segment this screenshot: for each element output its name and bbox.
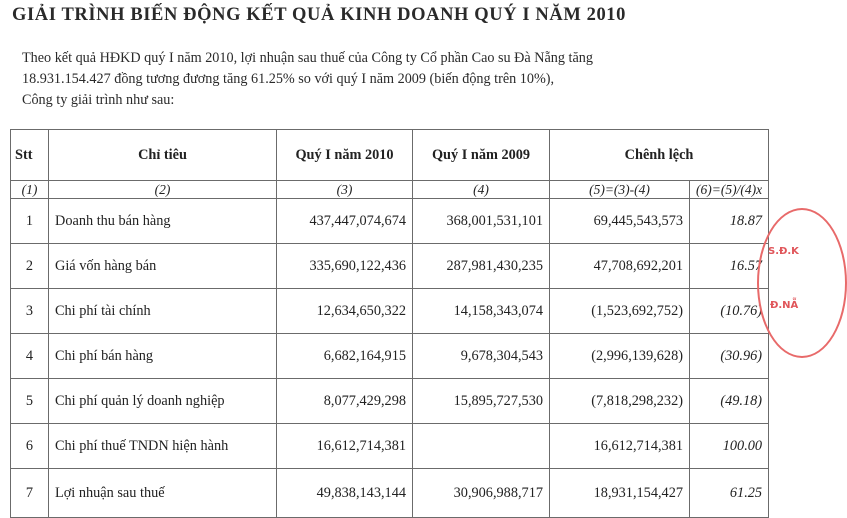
header-q1-2010: Quý I năm 2010 [277,130,413,181]
row-q1-2010: 8,077,429,298 [277,379,413,424]
intro-line: 18.931.154.427 đồng tương đương tăng 61.25% so với quý I năm 2009 (biến động trên 10%), [22,71,555,87]
row-stt: 4 [11,334,49,379]
row-q1-2010: 335,690,122,436 [277,244,413,289]
row-stt: 3 [11,289,49,334]
row-percent: 61.25 [690,469,769,518]
intro-line: Công ty giải trình như sau: [22,92,175,108]
row-q1-2010: 6,682,164,915 [277,334,413,379]
header-stt: Stt [11,130,49,181]
row-stt: 2 [11,244,49,289]
row-percent: 18.87 [690,199,769,244]
row-stt: 7 [11,469,49,518]
row-stt: 1 [11,199,49,244]
header-q1-2009: Quý I năm 2009 [413,130,550,181]
table-row [11,334,769,379]
row-q1-2009: 30,906,988,717 [413,469,550,518]
row-q1-2009 [413,424,550,469]
row-item: Chi phí tài chính [49,289,277,334]
row-item: Doanh thu bán hàng [49,199,277,244]
column-code: (4) [413,181,550,199]
row-difference: 18,931,154,427 [550,469,690,518]
row-item: Lợi nhuận sau thuế [49,469,277,518]
column-code: (5)=(3)-(4) [550,181,690,199]
row-stt: 5 [11,379,49,424]
row-q1-2010: 49,838,143,144 [277,469,413,518]
row-percent: 16.57 [690,244,769,289]
row-difference: 69,445,543,573 [550,199,690,244]
intro-line: Theo kết quả HĐKD quý I năm 2010, lợi nhuận sau thuế của Công ty Cổ phần Cao su Đà Nẵng tăng [22,50,593,66]
intro-paragraph [22,48,722,111]
row-q1-2009: 14,158,343,074 [413,289,550,334]
row-difference: (7,818,298,232) [550,379,690,424]
row-q1-2009: 287,981,430,235 [413,244,550,289]
column-code-row [11,181,769,199]
header-difference: Chênh lệch [550,130,769,181]
table-row [11,469,769,518]
row-q1-2010: 16,612,714,381 [277,424,413,469]
table-row [11,289,769,334]
table-row [11,379,769,424]
row-q1-2010: 12,634,650,322 [277,289,413,334]
row-q1-2010: 437,447,074,674 [277,199,413,244]
column-code: (1) [11,181,49,199]
table-header-row [11,130,769,181]
table-row [11,424,769,469]
row-item: Giá vốn hàng bán [49,244,277,289]
row-difference: (1,523,692,752) [550,289,690,334]
row-q1-2009: 9,678,304,543 [413,334,550,379]
document-title: GIẢI TRÌNH BIẾN ĐỘNG KẾT QUẢ KINH DOANH QUÝ I NĂM 2010 [12,5,627,25]
row-stt: 6 [11,424,49,469]
row-difference: (2,996,139,628) [550,334,690,379]
row-q1-2009: 368,001,531,101 [413,199,550,244]
header-item: Chỉ tiêu [49,130,277,181]
row-difference: 47,708,692,201 [550,244,690,289]
row-percent: 100.00 [690,424,769,469]
row-item: Chi phí bán hàng [49,334,277,379]
results-table [10,129,769,518]
column-code: (6)=(5)/(4)x [690,181,769,199]
column-code: (2) [49,181,277,199]
stamp-text: Đ.NẴ [770,300,799,311]
row-percent: (30.96) [690,334,769,379]
column-code: (3) [277,181,413,199]
table-row [11,199,769,244]
company-stamp [757,208,847,358]
row-item: Chi phí quản lý doanh nghiệp [49,379,277,424]
row-percent: (49.18) [690,379,769,424]
row-item: Chi phí thuế TNDN hiện hành [49,424,277,469]
row-percent: (10.76) [690,289,769,334]
table-row [11,244,769,289]
row-q1-2009: 15,895,727,530 [413,379,550,424]
row-difference: 16,612,714,381 [550,424,690,469]
stamp-text: S.Đ.K [768,246,799,257]
